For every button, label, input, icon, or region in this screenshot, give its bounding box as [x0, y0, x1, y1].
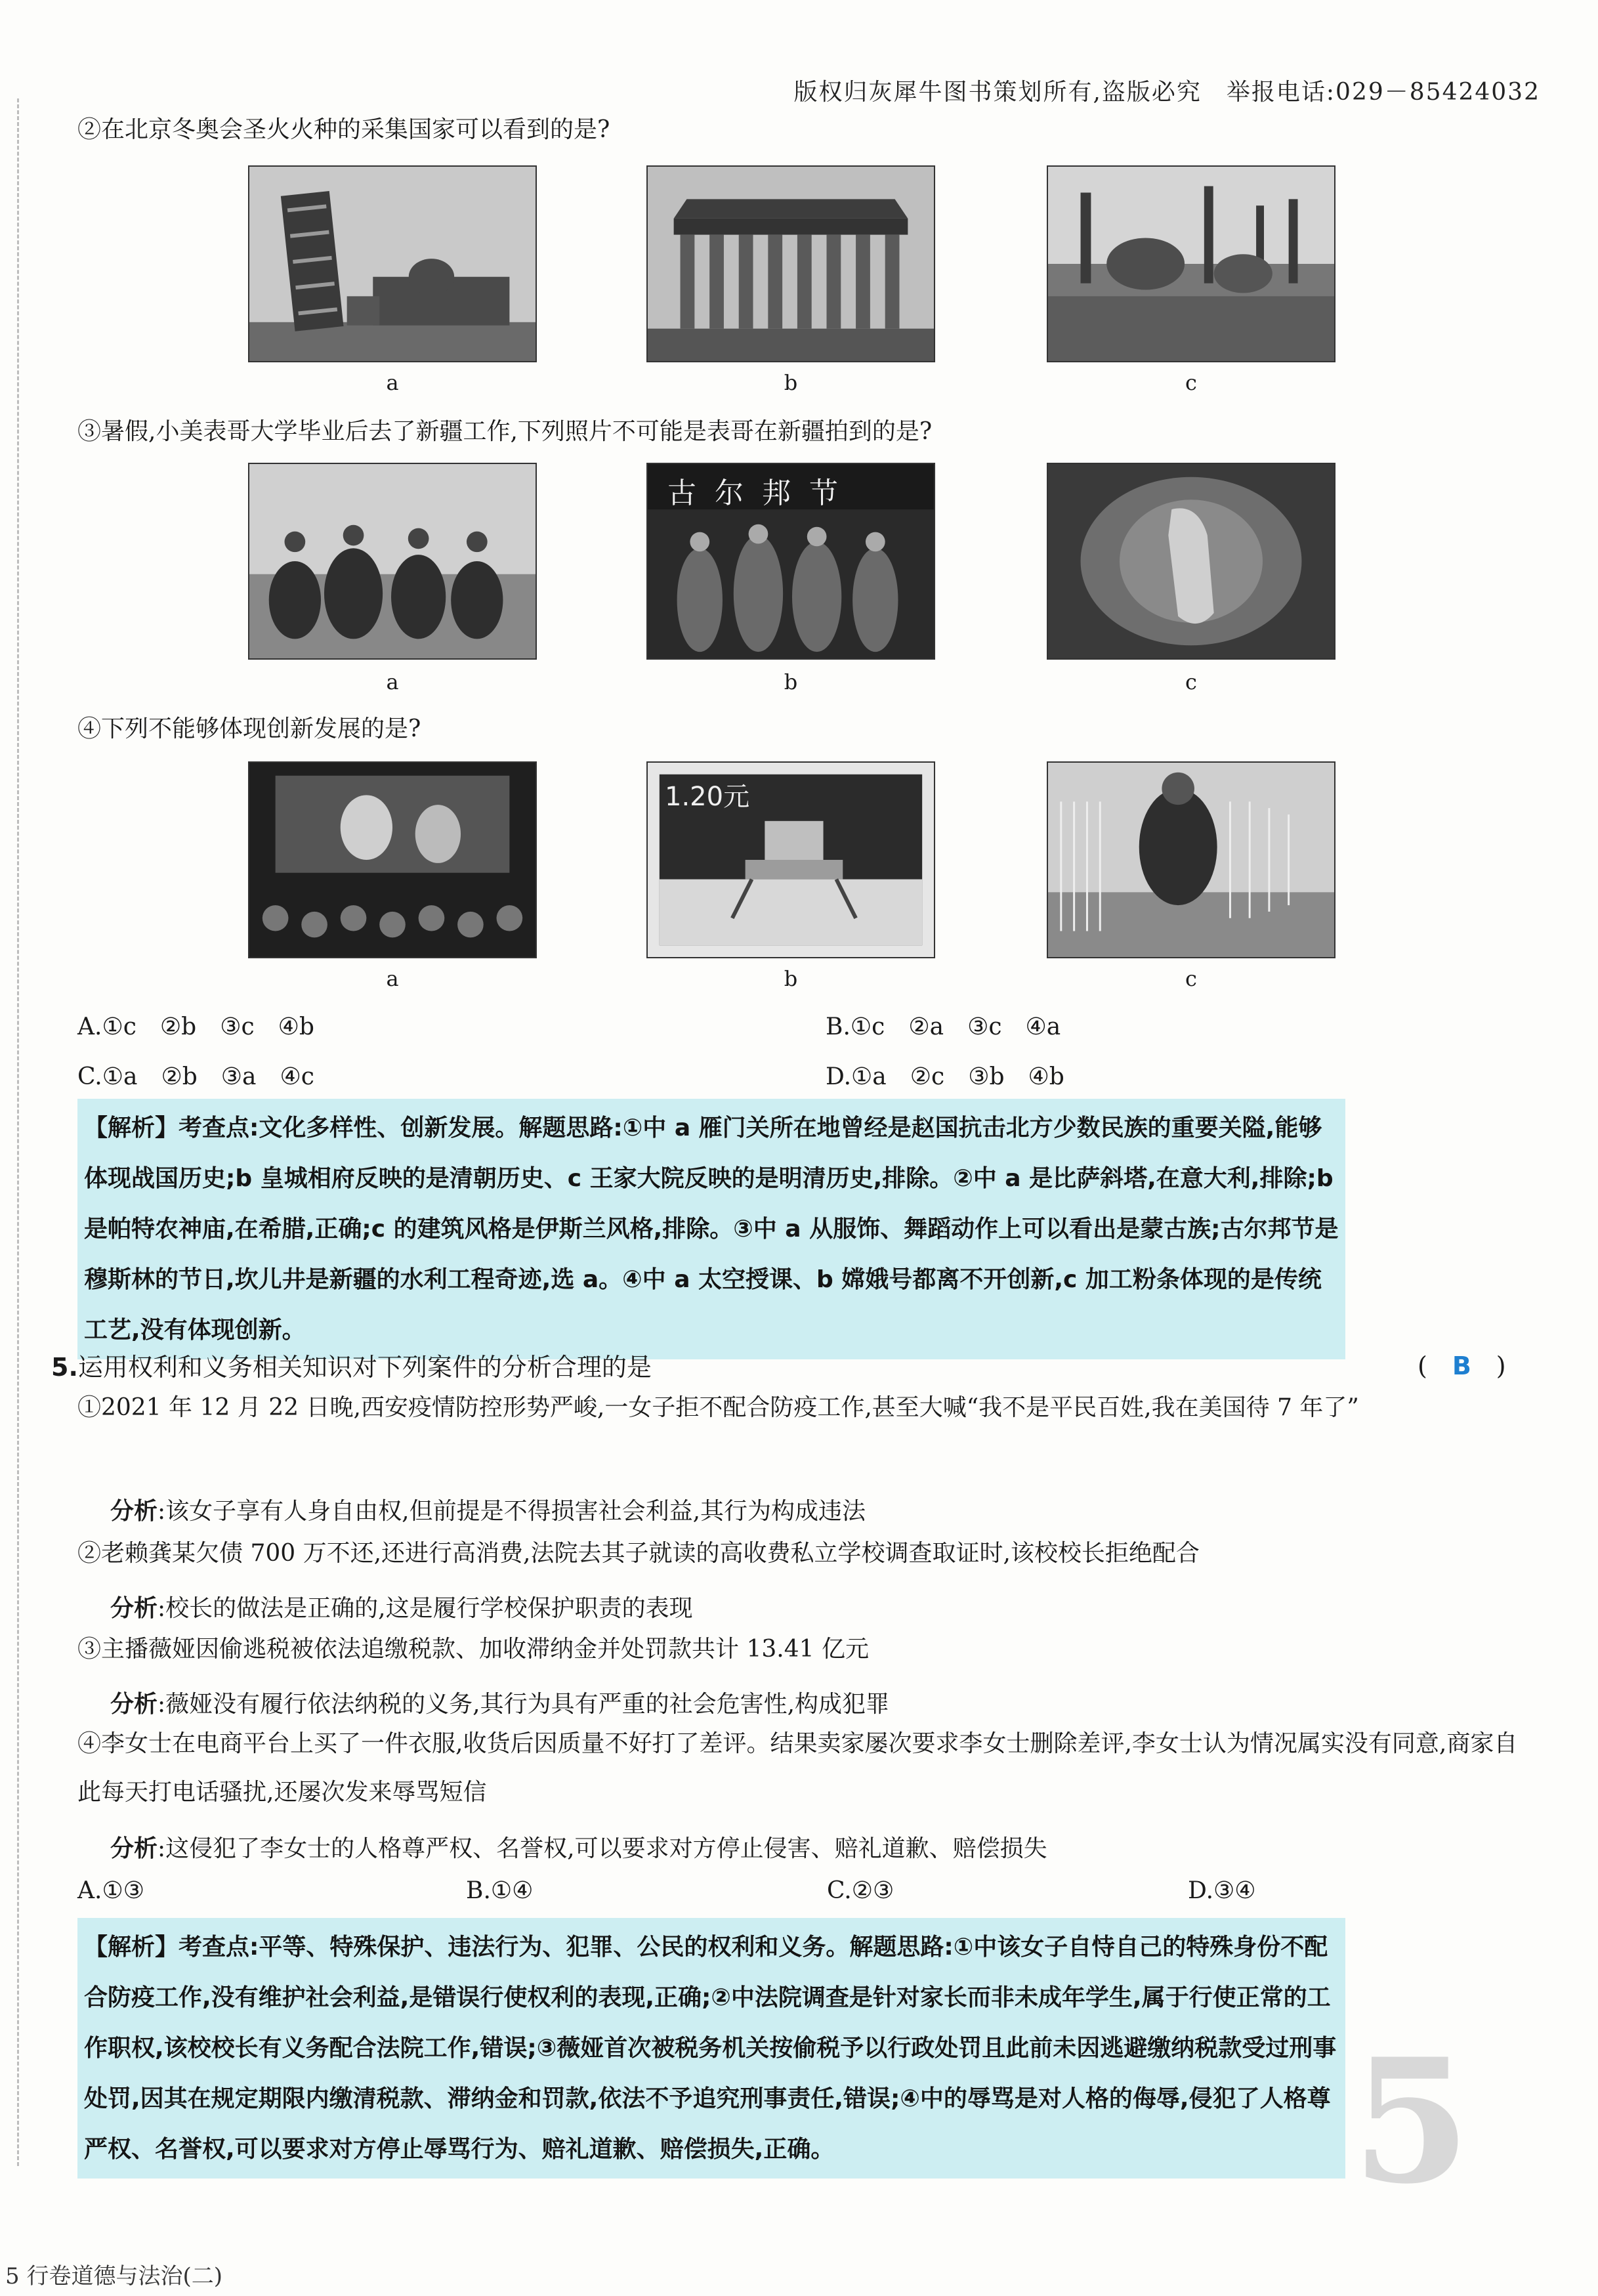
leaning-tower-photo — [248, 165, 537, 362]
page-number-large: 5 — [1352, 2022, 1471, 2222]
case-1-analysis — [110, 1493, 866, 1526]
question-5-answer — [1418, 1346, 1506, 1382]
footer-text: 5 行卷道德与法治(二) — [5, 2263, 222, 2289]
noodle-drying-photo — [1047, 761, 1335, 958]
answer-close: ) — [1471, 1351, 1506, 1380]
question-3-text: ③暑假,小美表哥大学毕业后去了新疆工作,下列照片不可能是表哥在新疆拍到的是? — [77, 418, 933, 445]
stamp-value-text: 1.20元 — [665, 782, 750, 812]
caption-c: c — [1185, 670, 1197, 694]
option-c: C.①a ②b ③a ④c — [77, 1063, 314, 1090]
question-5-stem — [51, 1347, 652, 1383]
caption-b: b — [784, 670, 798, 694]
analysis-q5-text: 考查点:平等、特殊保护、违法行为、犯罪、公民的权利和义务。解题思路:①中该女子自恃自己的特殊身份不配合防疫工作,没有维护社会利益,是错误行使权利的表现,正确;②中法院调查是针对家长而非未成年学生,属于行使正常的工作职权,该校校长有义务配合法院工作,错误;③薇娅首次被税务机关按偷税予以行政处罚且此前未因逃避缴纳税款受过刑事处罚,因其在规定期限内缴清税款、滞纳金和罚款,依法不予追究刑事责任,错误;④中的辱骂是对人格的侮辱,侵犯了人格尊严权、名誉权,可以要求对方停止辱骂行为、赔礼道歉、赔偿损失,正确。 — [84, 1934, 1337, 2163]
option-b: B.①c ②a ③c ④a — [826, 1013, 1061, 1040]
q5-option-b: B.①④ — [466, 1877, 534, 1904]
question-5-number: 5. — [51, 1353, 78, 1382]
question-5-stem-text: 运用权利和义务相关知识对下列案件的分析合理的是 — [77, 1353, 652, 1382]
analysis-label: 分析 — [110, 1498, 158, 1525]
question-3-images — [0, 463, 1598, 694]
case-3-analysis — [110, 1686, 889, 1719]
caption-b: b — [784, 966, 798, 991]
caption-c: c — [1185, 966, 1197, 991]
analysis-label: 分析 — [110, 1595, 158, 1622]
case-2: ②老赖龚某欠债 700 万不还,还进行高消费,法院去其子就读的高收费私立学校调查取证时,该校校长拒绝配合 — [77, 1540, 1200, 1567]
copyright-header: 版权归灰犀牛图书策划所有,盗版必究 举报电话:029－85424032 — [793, 79, 1540, 106]
caption-b: b — [784, 370, 798, 395]
mongolian-dance-photo — [248, 463, 537, 660]
question-2-text: ②在北京冬奥会圣火火种的采集国家可以看到的是? — [77, 116, 610, 143]
analysis-q4-text: 考查点:文化多样性、创新发展。解题思路:①中 a 雁门关所在地曾经是赵国抗击北方少数民族的重要关隘,能够体现战国历史;b 皇城相府反映的是清朝历史、c 王家大院反映的是明清历史,排除。②中 a 是比萨斜塔,在意大利,排除;b 是帕特农神庙,在希腊,正确;c 的建筑风格是伊斯兰风格,排除。③中 a 从服饰、舞蹈动作上可以看出是蒙古族;古尔邦节是穆斯林的节日,坎儿井是新疆的水利工程奇迹,选 a。④中 a 太空授课、b 嫦娥号都离不开创新,c 加工粉条体现的是传统工艺,没有体现创新。 — [84, 1115, 1339, 1344]
binding-dashed-line — [17, 98, 19, 2166]
caption-a: a — [386, 370, 399, 395]
case-1: ①2021 年 12 月 22 日晚,西安疫情防控形势严峻,一女子拒不配合防疫工作,甚至大喊“我不是平民百姓,我在美国待 7 年了” — [77, 1394, 1359, 1421]
analysis-q5 — [77, 1918, 1345, 2179]
case-4-analysis-text: :这侵犯了李女士的人格尊严权、名誉权,可以要求对方停止侵害、赔礼道歉、赔偿损失 — [158, 1835, 1047, 1862]
analysis-tag: 【解析】 — [84, 1934, 179, 1961]
caption-a: a — [386, 670, 399, 694]
answer-open: ( — [1418, 1351, 1452, 1380]
case-3: ③主播薇娅因偷逃税被依法追缴税款、加收滞纳金并处罚款共计 13.41 亿元 — [77, 1636, 869, 1663]
q5-option-d: D.③④ — [1188, 1877, 1256, 1904]
karez-well-photo — [1047, 463, 1335, 660]
analysis-label: 分析 — [110, 1691, 158, 1718]
q5-option-c: C.②③ — [827, 1877, 894, 1904]
change-stamp-photo — [646, 761, 935, 958]
answer-letter: B — [1452, 1351, 1471, 1380]
case-4: ④李女士在电商平台上买了一件衣服,收货后因质量不好打了差评。结果卖家屡次要求李女士删除差评,李女士认为情况属实没有同意,商家自此每天打电话骚扰,还屡次发来辱骂短信 — [77, 1730, 1518, 1806]
festival-banner-text: 古尔邦节 — [667, 477, 856, 510]
q5-option-a: A.①③ — [77, 1877, 144, 1904]
islamic-architecture-photo — [1047, 165, 1335, 362]
space-lecture-photo — [248, 761, 537, 958]
case-4-analysis — [110, 1830, 1047, 1863]
caption-a: a — [386, 966, 399, 991]
option-a: A.①c ②b ③c ④b — [77, 1013, 314, 1040]
question-4-text: ④下列不能够体现创新发展的是? — [77, 715, 421, 742]
question-4-images — [0, 761, 1598, 991]
analysis-label: 分析 — [110, 1835, 158, 1862]
option-d: D.①a ②c ③b ④b — [826, 1063, 1064, 1090]
caption-c: c — [1185, 370, 1197, 395]
parthenon-photo — [646, 165, 935, 362]
case-3-analysis-text: :薇娅没有履行依法纳税的义务,其行为具有严重的社会危害性,构成犯罪 — [158, 1691, 890, 1718]
eid-festival-photo — [646, 463, 935, 660]
case-1-analysis-text: :该女子享有人身自由权,但前提是不得损害社会利益,其行为构成违法 — [158, 1498, 866, 1525]
case-2-analysis-text: :校长的做法是正确的,这是履行学校保护职责的表现 — [158, 1595, 693, 1622]
analysis-q4 — [77, 1099, 1345, 1359]
analysis-tag: 【解析】 — [84, 1115, 179, 1141]
question-2-images — [0, 165, 1598, 395]
case-2-analysis — [110, 1590, 693, 1623]
